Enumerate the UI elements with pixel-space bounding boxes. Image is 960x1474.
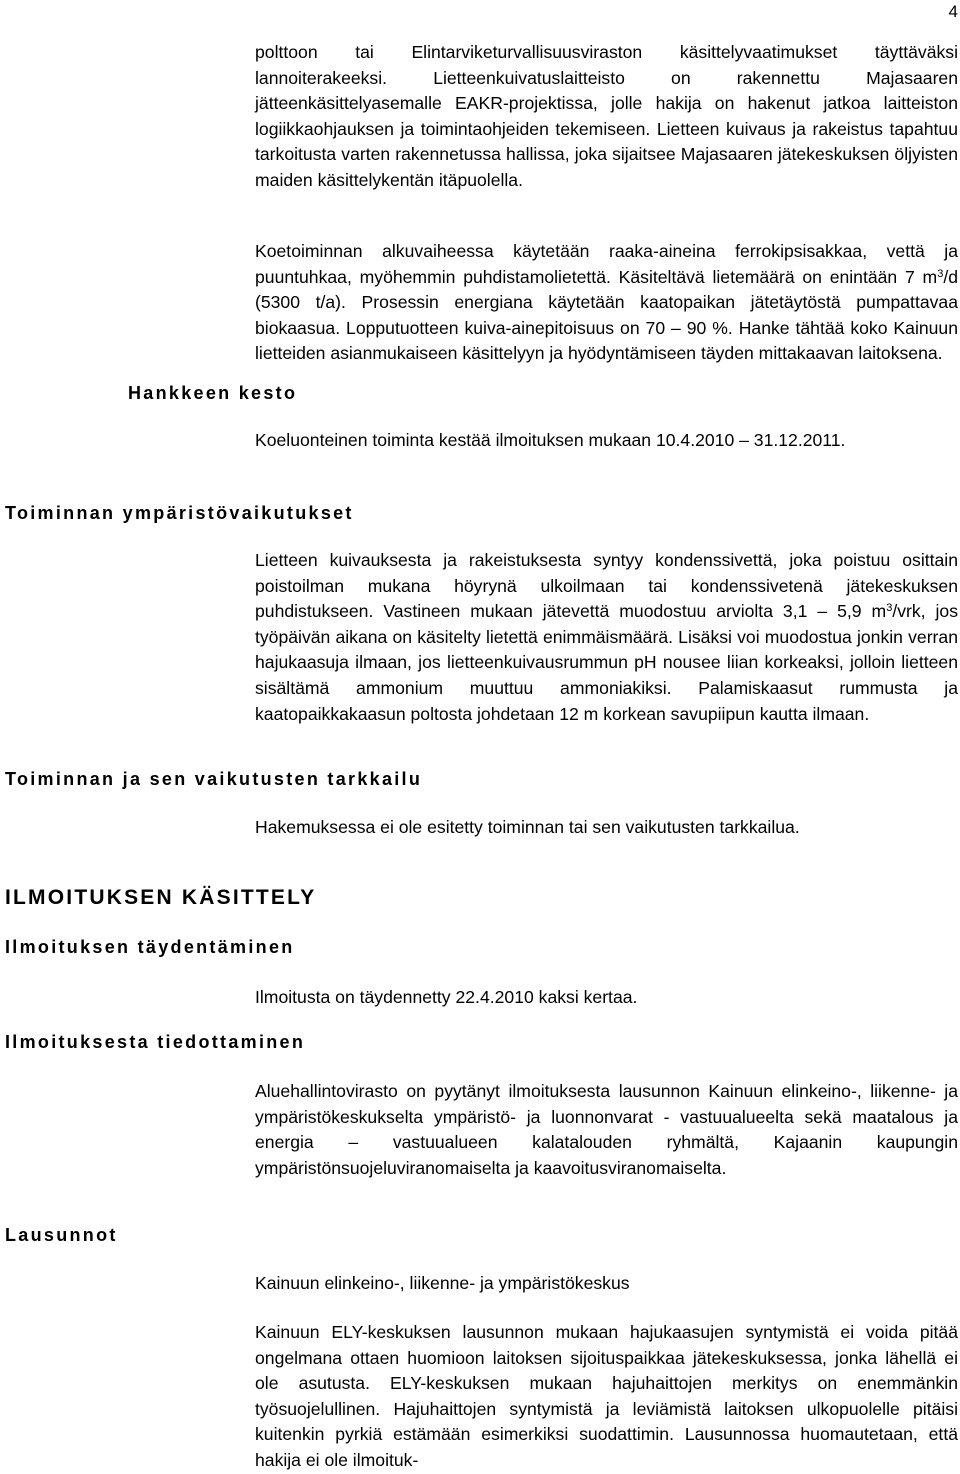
page-number: 4	[948, 2, 958, 21]
heading-tarkkailu: Toiminnan ja sen vaikutusten tarkkailu	[5, 769, 423, 789]
paragraph-lausunto-otsikko: Kainuun elinkeino-, liikenne- ja ympäristökeskus	[255, 1273, 630, 1293]
heading-ilmoituksen-kasittely: ILMOITUKSEN KÄSITTELY	[5, 886, 317, 909]
paragraph-vaikutukset	[255, 548, 958, 727]
heading-hankkeen-kesto: Hankkeen kesto	[128, 383, 298, 403]
paragraph-lausunto-ely: Kainuun ELY-keskuksen lausunnon mukaan hajukaasujen syntymistä ei voida pitää ongelmana ottaen huomioon laitoksen sijoituspaikkaa jätekeskuksessa, jonka lähellä ei ole asutusta. ELY-keskuksen mukaan hajuhaittojen merkitys on enemmänkin työsuojelullinen. Hajuhaittojen syntymistä ja leviämistä laitoksen ulkopuolelle pitäisi kuitenkin pyrkiä estämään esimerkiksi suodattimin. Lausunnossa huomautetaan, että hakija ei ole ilmoituk-	[255, 1322, 958, 1470]
superscript-3: 3	[937, 267, 944, 280]
paragraph-vaikutukset-text-b: /vrk, jos työpäivän aikana on käsitelty lietettä enimmäismäärä. Lisäksi voi muodostua jonkin verran hajukaasuja ilmaan, jos lietteenkuivausrummun pH nousee liian korkeaksi, jolloin lietteen sisältämä ammonium muuttuu ammoniakiksi. Palamiskaasut rummusta ja kaatopaikkakaasun poltosta johdetaan 12 m korkean savupiipun kautta ilmaan.	[255, 601, 958, 724]
paragraph-koetoiminta	[255, 239, 958, 367]
paragraph-koetoiminta-text-b: /d (5300 t/a). Prosessin energiana käytetään kaatopaikan jätetäytöstä pumpattavaa biokaasua. Lopputuotteen kuiva-ainepitoisuus on 70 – 90 %. Hanke tähtää koko Kainuun lietteiden asianmukaiseen käsittelyyn ja hyödyntämiseen täyden mittakaavan laitoksena.	[255, 266, 958, 364]
paragraph-kesto: Koeluonteinen toiminta kestää ilmoituksen mukaan 10.4.2010 – 31.12.2011.	[255, 430, 846, 450]
heading-tiedottaminen: Ilmoituksesta tiedottaminen	[5, 1032, 306, 1052]
paragraph-tiedottaminen: Aluehallintovirasto on pyytänyt ilmoituksesta lausunnon Kainuun elinkeino-, liikenne- ja ympäristökeskukselta ympäristö- ja luonnonvarat - vastuualueelta sekä maatalous ja energia – vastuualueen kalatalouden ryhmältä, Kajaanin kaupungin ympäristönsuojeluviranomaiselta ja kaavoitusviranomaiselta.	[255, 1081, 958, 1178]
paragraph-koetoiminta-text-a: Koetoiminnan alkuvaiheessa käytetään raaka-aineina ferrokipsisakkaa, vettä ja puuntuhkaa, myöhemmin puhdistamolietettä. Käsiteltävä lietemäärä on enintään 7 m	[255, 241, 958, 287]
heading-lausunnot: Lausunnot	[5, 1225, 118, 1245]
superscript-3: 3	[886, 602, 893, 615]
paragraph-vaikutukset-text-a: Lietteen kuivauksesta ja rakeistuksesta syntyy kondenssivettä, joka poistuu osittain poistoilman mukana höyrynä ulkoilmaan tai kondenssivetenä jätekeskuksen puhdistukseen. Vastineen mukaan jätevettä muodostuu arviolta 3,1 – 5,9 m	[255, 550, 958, 622]
heading-taydentaminen: Ilmoituksen täydentäminen	[5, 937, 295, 957]
paragraph-intro: polttoon tai Elintarviketurvallisuusviraston käsittelyvaatimukset täyttäväksi lannoiterakeeksi. Lietteenkuivatuslaitteisto on rakennettu Majasaaren jätteenkäsittelyasemalle EAKR-projektissa, jolle hakija on hakenut jatkoa laitteiston logiikkaohjauksen ja toimintaohjeiden tekemiseen. Lietteen kuivaus ja rakeistus tapahtuu tarkoitusta varten rakennetussa hallissa, joka sijaitsee Majasaaren jätekeskuksen öljyisten maiden käsittelykentän itäpuolella.	[255, 42, 958, 190]
heading-ymparistovaikutukset: Toiminnan ympäristövaikutukset	[5, 503, 354, 523]
paragraph-taydentaminen: Ilmoitusta on täydennetty 22.4.2010 kaksi kertaa.	[255, 987, 638, 1007]
paragraph-tarkkailu: Hakemuksessa ei ole esitetty toiminnan tai sen vaikutusten tarkkailua.	[255, 817, 800, 837]
